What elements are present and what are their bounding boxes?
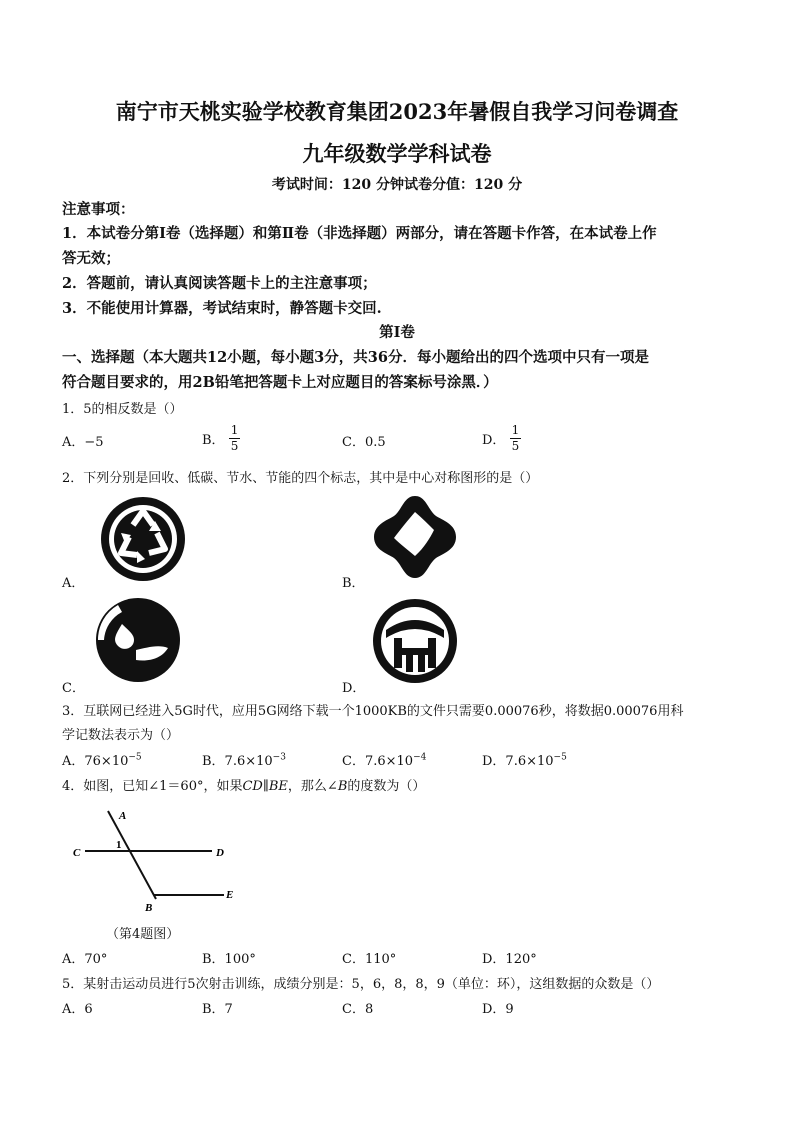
q4-figure-caption: （第4题图） [106, 927, 180, 942]
q1-option-b-label: B． [202, 433, 225, 448]
q3-option-b [202, 750, 286, 769]
q4-option-c: C．110° [342, 952, 397, 967]
q1-option-b-denominator: 5 [230, 439, 239, 453]
q3-option-b-base: B．7.6×10 [202, 754, 273, 769]
q5-option-d: D．9 [482, 1002, 514, 1017]
q4-stem-part1: 4．如图，已知∠1＝60°，如果 [62, 779, 243, 794]
notice-item-1-line2: 答无效； [62, 250, 120, 267]
q3-option-a-base: A．76×10 [62, 754, 129, 769]
q4-stem-angle-b: B [337, 779, 348, 794]
q1-stem: 1．5的相反数是（） [62, 402, 183, 417]
q4-option-a: A．70° [62, 952, 108, 967]
q4-stem [62, 775, 425, 794]
notice-heading: 注意事项： [62, 201, 135, 218]
q4-option-b: B．100° [202, 952, 256, 967]
q2-option-d: D． [342, 681, 366, 696]
q1-option-b-numerator: 1 [230, 423, 239, 437]
notice-item-1-line1: 1．本试卷分第Ⅰ卷（选择题）和第Ⅱ卷（非选择题）两部分，请在答题卡作答，在本试卷上作 [62, 225, 657, 242]
section-instructions-line1: 一、选择题（本大题共12小题，每小题3分，共36分．每小题给出的四个选项中只有一项是 [62, 349, 649, 366]
q2-option-c: C． [62, 681, 85, 696]
q4-geometry-figure [60, 805, 250, 915]
q3-option-d [482, 750, 567, 769]
recycle-logo [95, 495, 191, 583]
q5-option-c: C．8 [342, 1002, 374, 1017]
q3-option-c [342, 750, 426, 769]
section-instructions-line2: 符合题目要求的，用2B铅笔把答题卡上对应题目的答案标号涂黑．） [62, 374, 498, 391]
q1-option-d-denominator: 5 [511, 439, 520, 453]
figure-label-c: C [73, 847, 81, 859]
q1-option-b [202, 423, 240, 454]
q3-option-a-exponent: −5 [128, 752, 142, 763]
low-carbon-logo [370, 492, 460, 582]
q1-option-a: A．−5 [62, 435, 104, 450]
figure-label-a: A [119, 810, 127, 822]
q3-option-d-base: D．7.6×10 [482, 754, 554, 769]
figure-label-angle-1: 1 [116, 839, 122, 851]
q4-option-d: D．120° [482, 952, 537, 967]
q2-option-a: A． [62, 576, 85, 591]
figure-label-b: B [145, 902, 153, 914]
q1-option-b-fraction [229, 423, 241, 454]
q2-stem: 2．下列分别是回收、低碳、节水、节能的四个标志，其中是中心对称图形的是（） [62, 471, 539, 486]
notice-item-2: 2．答题前，请认真阅读答题卡上的主注意事项； [62, 275, 377, 292]
q2-option-b: B． [342, 576, 365, 591]
q3-stem-line2: 学记数法表示为（） [62, 728, 180, 743]
q1-option-d-fraction [510, 423, 522, 454]
figure-label-e: E [226, 889, 234, 901]
water-saving-logo [92, 594, 184, 686]
q5-option-b: B．7 [202, 1002, 233, 1017]
q3-option-b-exponent: −3 [272, 752, 286, 763]
notice-item-3: 3．不能使用计算器，考试结束时，静答题卡交回. [62, 300, 382, 317]
paper-subtitle: 九年级数学学科试卷 [302, 141, 492, 166]
q5-stem: 5．某射击运动员进行5次射击训练，成绩分别是：5，6，8，8，9（单位：环），这组数据的众数是（） [62, 977, 660, 992]
q4-stem-part3: ，那么∠ [287, 779, 338, 794]
q3-option-c-base: C．7.6×10 [342, 754, 414, 769]
page-title: 南宁市天桃实验学校教育集团2023年暑假自我学习问卷调查 [115, 99, 679, 124]
q1-option-d [482, 423, 521, 454]
energy-saving-logo [370, 596, 460, 686]
q1-option-c: C．0.5 [342, 435, 386, 450]
q3-option-d-exponent: −5 [553, 752, 567, 763]
q5-option-a: A．6 [62, 1002, 93, 1017]
q4-stem-part5: 的度数为（） [347, 779, 426, 794]
part1-heading: 第Ⅰ卷 [379, 324, 415, 341]
q1-option-d-label: D． [482, 433, 506, 448]
q3-option-c-exponent: −4 [413, 752, 427, 763]
exam-info: 考试时间：120 分钟试卷分值：120 分 [271, 177, 523, 193]
q3-stem-line1: 3．互联网已经进入5G时代，应用5G网络下载一个1000KB的文件只需要0.00076秒，将数据0.00076用科 [62, 704, 684, 719]
q4-stem-parallel: CD∥BE [242, 779, 288, 794]
figure-label-d: D [216, 847, 224, 859]
q3-option-a [62, 750, 142, 769]
q1-option-d-numerator: 1 [511, 423, 520, 437]
